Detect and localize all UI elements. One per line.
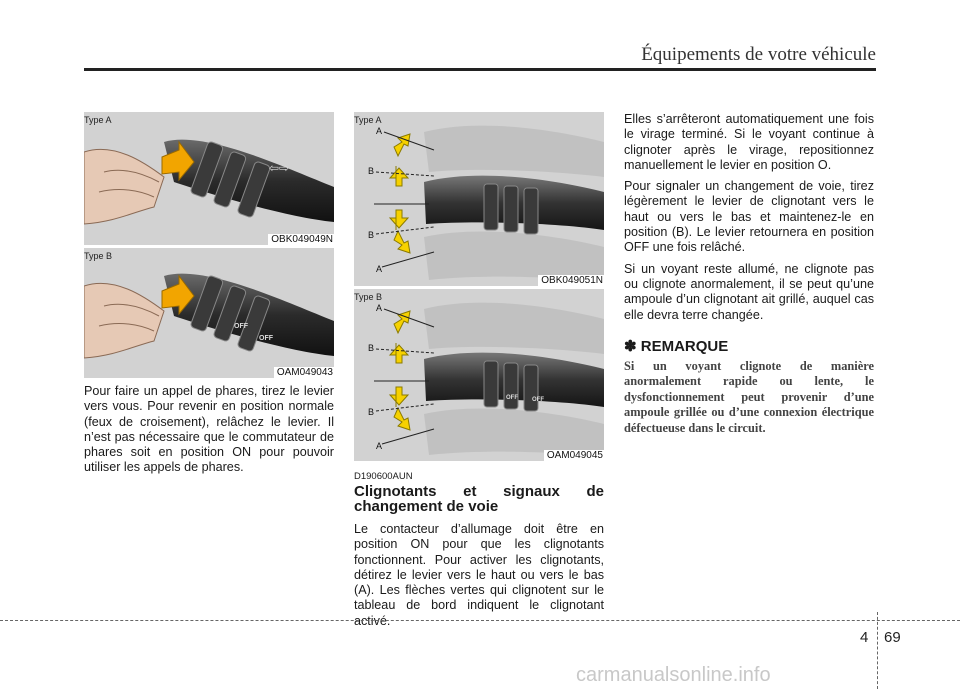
figure-code: OAM049043 [274,367,334,378]
column-right [624,112,874,436]
figure-type-label: Type A [354,115,382,125]
figure-type-label: Type B [354,292,383,302]
header-rule [84,68,876,71]
figure-code: OAM049045 [544,450,604,461]
position-mark-a: A [376,264,383,274]
position-mark-a: A [376,126,383,136]
footer-rule [0,620,960,621]
position-mark-a: A [376,303,383,313]
document-code: D190600AUN [354,471,413,482]
column-middle [354,112,604,635]
footer-divider [877,612,878,689]
position-mark-b: B [368,230,375,240]
column-left [84,112,334,482]
figure-turn-signal-type-b [354,289,604,461]
section-heading [354,484,604,514]
stalk-hand-illustration [84,112,334,245]
svg-text:⇦⇨: ⇦⇨ [269,161,290,175]
position-mark-b: B [368,166,375,176]
turn-signal-stalk-illustration [354,289,604,461]
stalk-hand-illustration [84,248,334,378]
watermark-text: carmanualsonline.info [576,664,771,686]
off-mark: OFF [234,323,248,330]
off-mark: OFF [506,395,518,401]
turn-signal-stalk-illustration [354,112,604,286]
figure-type-label: Type B [84,251,113,261]
chapter-number: 4 [860,629,869,646]
body-paragraph: Pour faire un appel de phares, tirez le levier vers vous. Pour revenir en position normale (feux de croisement), relâchez le levier. Il n’est pas nécessaire que le commutateur de phares soit en position ON pour pouvoir utiliser les appels de phares. [84,384,334,475]
section-heading-line2: changement de voie [354,498,499,515]
figure-flash-type-a [84,112,334,245]
off-mark: OFF [532,397,544,403]
remark-body: Si un voyant clignote de manière anormalement rapide ou lente, le dysfonctionnement peut provenir d’une ampoule grillée ou d’une connexion électrique défectueuse dans le circuit. [624,358,874,435]
position-mark-b: B [368,407,375,417]
running-header: Équipements de votre véhicule [641,44,876,65]
body-paragraph: Si un voyant reste allumé, ne clignote pas ou clignote anormalement, il se peut qu’une ampoule d’un clignotant ait grillé, auquel cas elle devra terre changée. [624,261,874,322]
figure-flash-type-b [84,248,334,378]
body-paragraph: Le contacteur d’allumage doit être en position ON pour que les clignotants fonctionnent. Pour activer les clignotants, détirez le levier vers le haut ou vers le bas (A). Les flèches vertes qui clignotent sur le tableau de bord indiquent le clignotant activé. [354,522,604,628]
position-mark-a: A [376,441,383,451]
position-mark-b: B [368,343,375,353]
figure-code: OBK049049N [268,234,334,245]
remark-heading: ✽ REMARQUE [624,337,729,355]
figure-code: OBK049051N [538,275,604,286]
page-number: 69 [884,629,901,646]
body-paragraph: Pour signaler un changement de voie, tirez légèrement le levier de clignotant vers le haut ou vers le bas et maintenez-le en position (B). Le levier retournera en position OFF une fois relâché. [624,179,874,255]
section-heading-line1: Clignotants et signaux de [354,483,604,500]
figure-turn-signal-type-a [354,112,604,286]
body-paragraph: Elles s’arrêteront automatiquement une fois le virage terminé. Si le voyant continue à clignoter après le virage, repositionnez manuellement le levier en position O. [624,112,874,172]
off-mark: OFF [259,335,273,342]
figure-type-label: Type A [84,115,112,125]
